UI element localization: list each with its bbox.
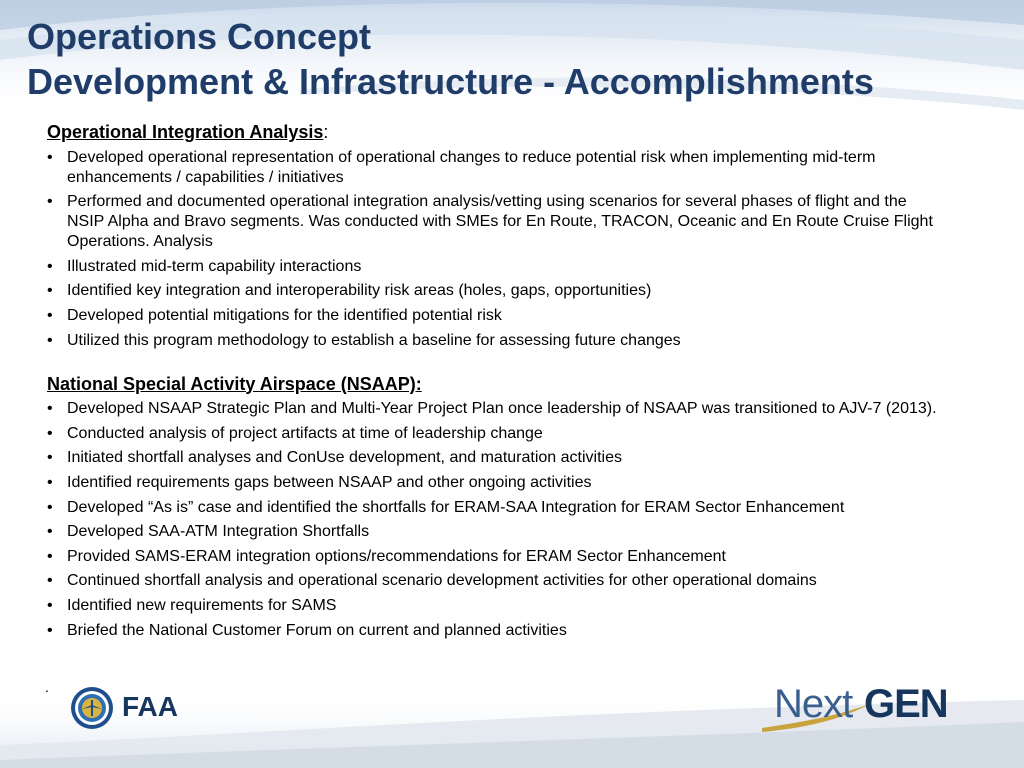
section-nsaap (47, 373, 947, 641)
list-item: • Developed SAA-ATM Integration Shortfalls (47, 522, 947, 542)
faa-logo (70, 686, 200, 730)
list-item: • Utilized this program methodology to establish a baseline for assessing future changes (47, 331, 947, 351)
list-item: • Developed potential mitigations for the identified potential risk (47, 306, 947, 326)
list-item: • Initiated shortfall analyses and ConUse development, and maturation activities (47, 448, 947, 468)
faa-wordmark: FAA (122, 691, 178, 722)
nextgen-logo (760, 678, 960, 738)
section-heading (47, 121, 947, 143)
section-heading-text: National Special Activity Airspace (NSAAP): (47, 373, 422, 394)
section-heading (47, 373, 947, 395)
section-operational-integration (47, 121, 947, 351)
section-heading-suffix: : (323, 122, 329, 142)
bullet-list (47, 399, 947, 640)
nextgen-wordmark-gen: GEN (864, 682, 948, 726)
list-item: • Identified new requirements for SAMS (47, 596, 947, 616)
page-title (27, 14, 874, 104)
list-item: • Developed operational representation of operational changes to reduce potential risk when implementing mid-term enhancements / capabilities / initiatives (47, 148, 947, 188)
list-item: • Developed “As is” case and identified the shortfalls for ERAM-SAA Integration for ERAM Sector Enhancement (47, 498, 947, 518)
list-item: • Performed and documented operational integration analysis/vetting using scenarios for several phases of flight and the NSIP Alpha and Bravo segments. Was conducted with SMEs for En Route, TRACON, Oceanic and En Route Cruise Flight Operations. Analysis (47, 192, 947, 252)
section-heading-text: Operational Integration Analysis (47, 122, 324, 142)
list-item: • Provided SAMS-ERAM integration options/recommendations for ERAM Sector Enhancement (47, 547, 947, 567)
content-body (47, 121, 947, 641)
bullet-list (47, 148, 947, 351)
list-item: • Identified key integration and interoperability risk areas (holes, gaps, opportunities) (47, 281, 947, 301)
nextgen-wordmark-next: Next (774, 682, 853, 726)
title-line-2: Development & Infrastructure - Accomplishments (27, 61, 874, 102)
title-line-1: Operations Concept (27, 16, 372, 57)
list-item: • Illustrated mid-term capability interactions (47, 257, 947, 277)
list-item: • Briefed the National Customer Forum on current and planned activities (47, 621, 947, 641)
list-item: • Identified requirements gaps between NSAAP and other ongoing activities (47, 473, 947, 493)
faa-seal-icon (70, 686, 114, 730)
stray-period: . (45, 679, 49, 695)
list-item: • Conducted analysis of project artifacts at time of leadership change (47, 424, 947, 444)
list-item: • Continued shortfall analysis and operational scenario development activities for other operational domains (47, 571, 947, 591)
list-item: • Developed NSAAP Strategic Plan and Multi-Year Project Plan once leadership of NSAAP was transitioned to AJV-7 (2013). (47, 399, 947, 419)
